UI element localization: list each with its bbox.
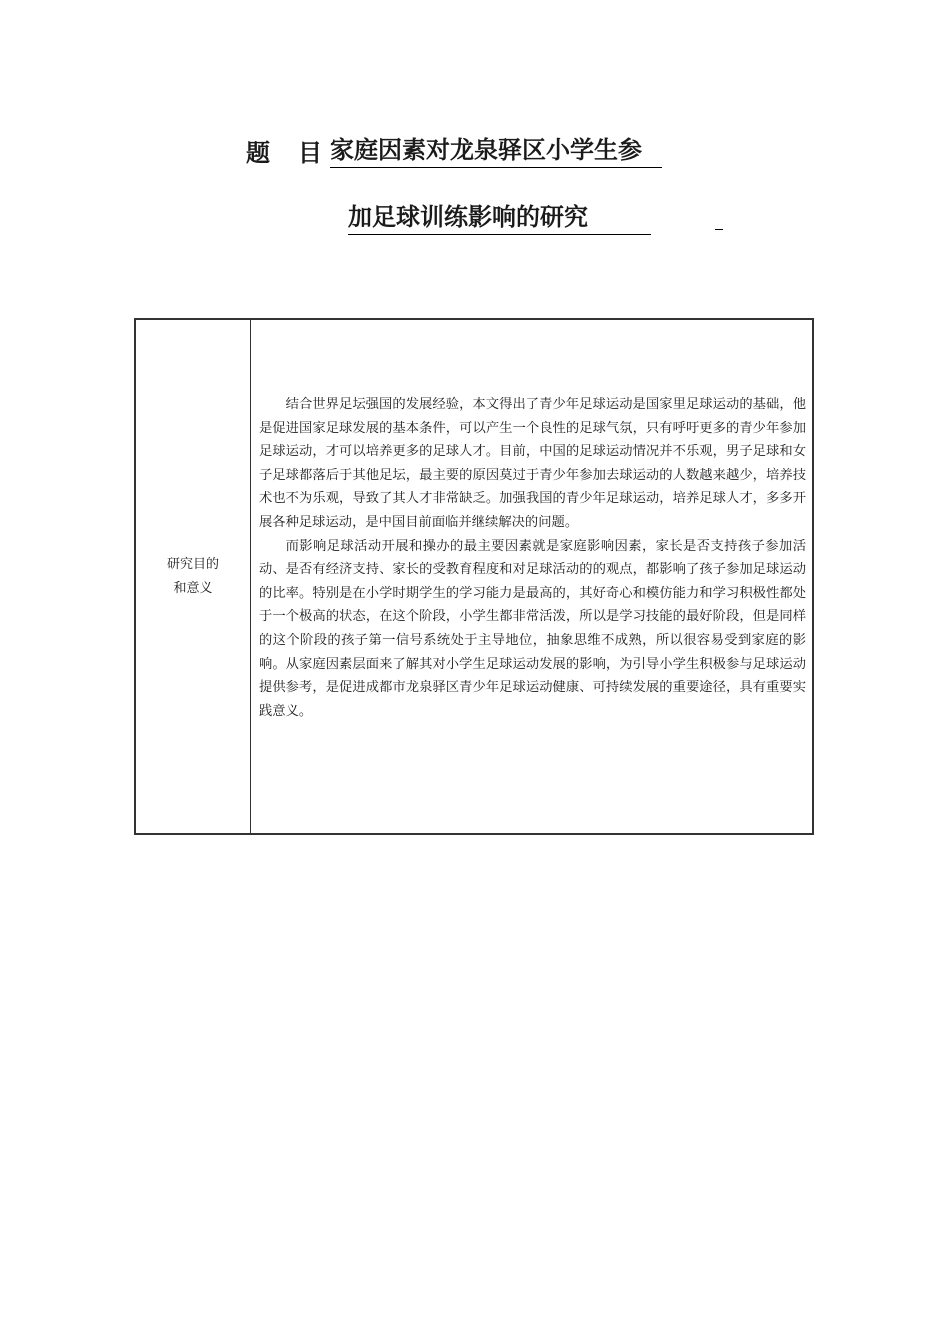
- underline-tail-mark: [715, 229, 723, 230]
- research-table: [134, 318, 814, 835]
- title-line-1: [246, 134, 662, 168]
- row-label-cell: [136, 320, 251, 833]
- title-label: [246, 133, 322, 168]
- row-label-line-2: 和意义: [173, 580, 213, 596]
- title-label-char-1: 题: [246, 139, 270, 167]
- title-text-line-1: 家庭因素对龙泉驿区小学生参: [330, 130, 662, 168]
- title-text-line-2: 加足球训练影响的研究: [348, 197, 651, 235]
- content-paragraph-1: 结合世界足坛强国的发展经验，本文得出了青少年足球运动是国家里足球运动的基础，他是促进国家足球发展的基本条件，可以产生一个良性的足球气氛，只有呼吁更多的青少年参加足球运动，才可以培养更多的足球人才。目前，中国的足球运动情况并不乐观，男子足球和女子足球都落后于其他足坛，最主要的原因莫过于青少年参加去球运动的人数越来越少，培养技术也不为乐观，导致了其人才非常缺乏。加强我国的青少年足球运动，培养足球人才，多多开展各种足球运动，是中国目前面临并继续解决的问题。: [259, 397, 806, 530]
- title-line-2: [348, 197, 651, 235]
- content-paragraph-2: 而影响足球活动开展和操办的最主要因素就是家庭影响因素，家长是否支持孩子参加活动、是否有经济支持、家长的受教育程度和对足球活动的的观点，都影响了孩子参加足球运动的比率。特别是在小学时期学生的学习能力是最高的，其好奇心和模仿能力和学习积极性都处于一个极高的状态，在这个阶段，小学生都非常活泼，所以是学习技能的最好阶段，但是同样的这个阶段的孩子第一信号系统处于主导地位，抽象思维不成熟，所以很容易受到家庭的影响。从家庭因素层面来了解其对小学生足球运动发展的影响，为引导小学生积极参与足球运动提供参考，是促进成都市龙泉驿区青少年足球运动健康、可持续发展的重要途径，具有重要实践意义。: [259, 538, 806, 719]
- title-label-char-2: 目: [298, 139, 322, 167]
- row-content-cell: [251, 320, 812, 833]
- row-label-line-1: 研究目的: [166, 556, 219, 572]
